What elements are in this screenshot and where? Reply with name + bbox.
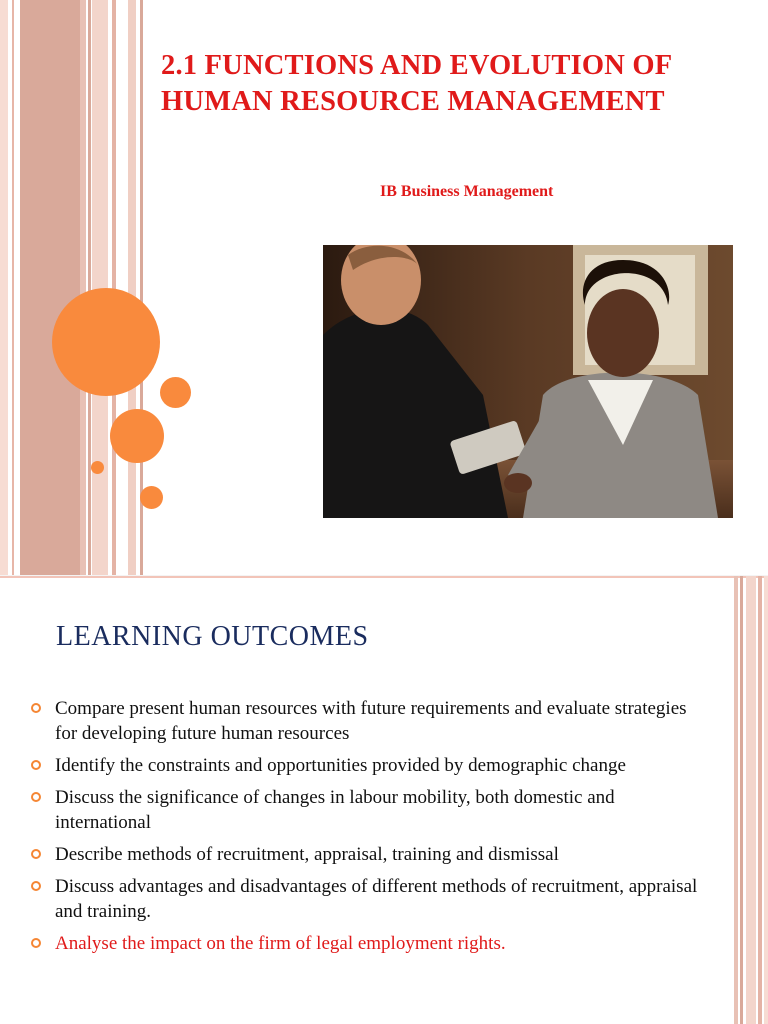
photo-illustration: [323, 245, 733, 518]
list-item: [31, 753, 711, 778]
slide-title: 2.1 FUNCTIONS AND EVOLUTION OF HUMAN RESOURCE MANAGEMENT: [161, 50, 672, 117]
circle-bullet-icon: [31, 792, 41, 802]
tiny-orange-circle: [91, 461, 104, 474]
circle-bullet-icon: [31, 849, 41, 859]
decorative-stripes: [0, 0, 148, 576]
slide-subtitle: IB Business Management: [380, 183, 554, 200]
decorative-stripes-right: [734, 576, 768, 1024]
list-item: [31, 842, 711, 867]
learning-outcomes-slide: [0, 576, 768, 1024]
top-border: [0, 576, 768, 578]
circle-bullet-icon: [31, 881, 41, 891]
small-orange-circle-bottom: [140, 486, 163, 509]
circle-bullet-icon: [31, 703, 41, 713]
large-orange-circle: [52, 288, 160, 396]
list-item: [31, 931, 711, 956]
outcomes-list: [31, 696, 711, 963]
medium-orange-circle: [110, 409, 164, 463]
business-meeting-photo: [323, 245, 733, 518]
outcome-text: Describe methods of recruitment, appraisal, training and dismissal: [55, 844, 559, 865]
small-orange-circle: [160, 377, 191, 408]
outcome-text: Compare present human resources with future requirements and evaluate strategies for developing future human resources: [55, 698, 687, 744]
circle-bullet-icon: [31, 938, 41, 948]
list-item: [31, 874, 711, 924]
circle-bullet-icon: [31, 760, 41, 770]
outcome-text: Identify the constraints and opportunities provided by demographic change: [55, 755, 626, 776]
outcome-text: Discuss advantages and disadvantages of different methods of recruitment, appraisal and training.: [55, 876, 698, 922]
list-item: [31, 696, 711, 746]
learning-outcomes-heading: LEARNING OUTCOMES: [56, 621, 369, 652]
list-item: [31, 785, 711, 835]
outcome-text: Discuss the significance of changes in labour mobility, both domestic and international: [55, 787, 615, 833]
outcome-text: Analyse the impact on the firm of legal employment rights.: [55, 933, 506, 954]
